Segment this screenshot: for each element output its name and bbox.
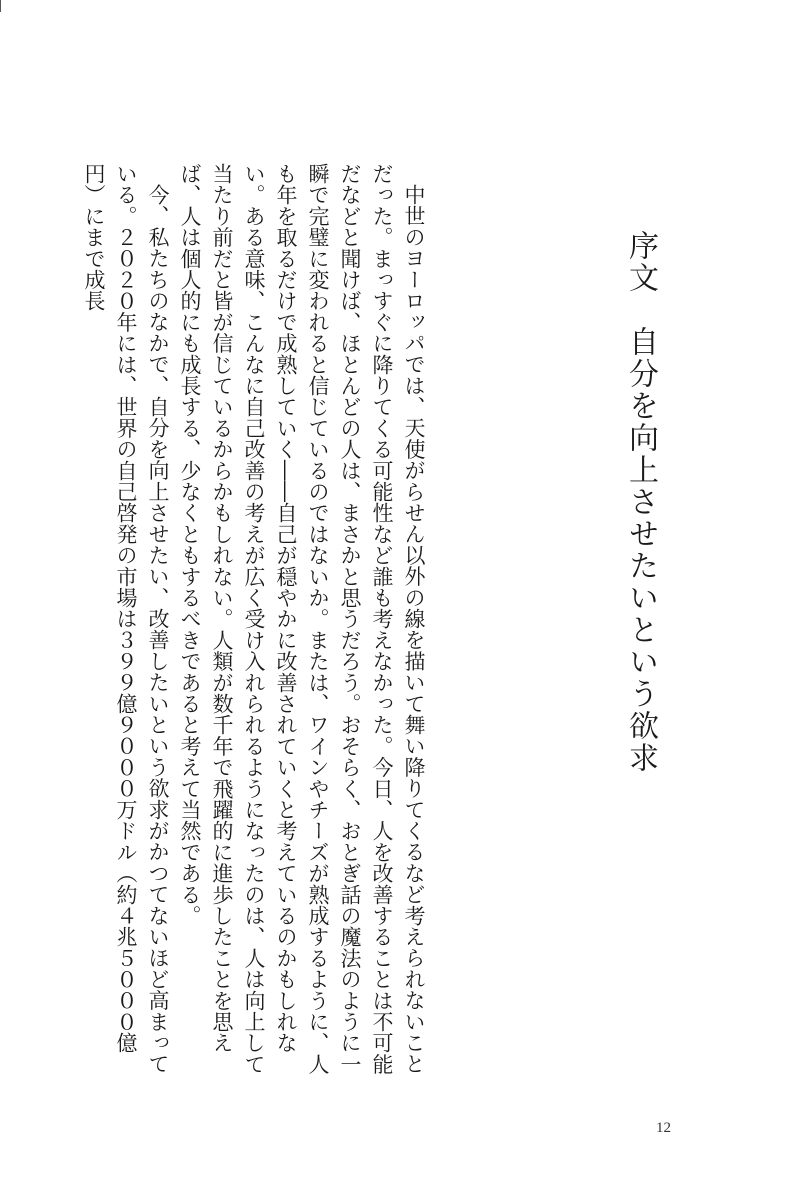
crop-mark	[0, 0, 5, 12]
paragraph-2: 今、私たちのなかで、自分を向上させたい、改善したいという欲求がかつてないほど高まっている。２０２０年には、世界の自己啓発の市場は３９９億９０００万ドル（約４兆５０００億円）にまで成長	[82, 163, 170, 1075]
paragraph-1: 中世のヨーロッパでは、天使がらせん以外の線を描いて舞い降りてくるなど考えられないことだった。まっすぐに降りてくる可能性など誰も考えなかった。今日、人を改善することは不可能だなどと聞けば、ほとんどの人は、まさかと思うだろう。おそらく、おとぎ話の魔法のように一瞬で完璧に変われると信じているのではないか。または、ワインやチーズが熟成するように、人も年を取るだけで成熟していく――自己が穏やかに改善されていくと考えているのかもしれない。ある意味、こんなに自己改善の考えが広く受け入れられるようになったのは、人は向上して当たり前だと皆が信じているからかもしれない。人類が数千年で飛躍的に進歩したことを思えば、人は個人的にも成長する、少なくともするべきであると考えて当然である。	[178, 163, 426, 1075]
chapter-title: 序文 自分を向上させたいという欲求	[623, 230, 658, 774]
body-text	[78, 163, 430, 1083]
page-number: 12	[656, 1120, 671, 1136]
